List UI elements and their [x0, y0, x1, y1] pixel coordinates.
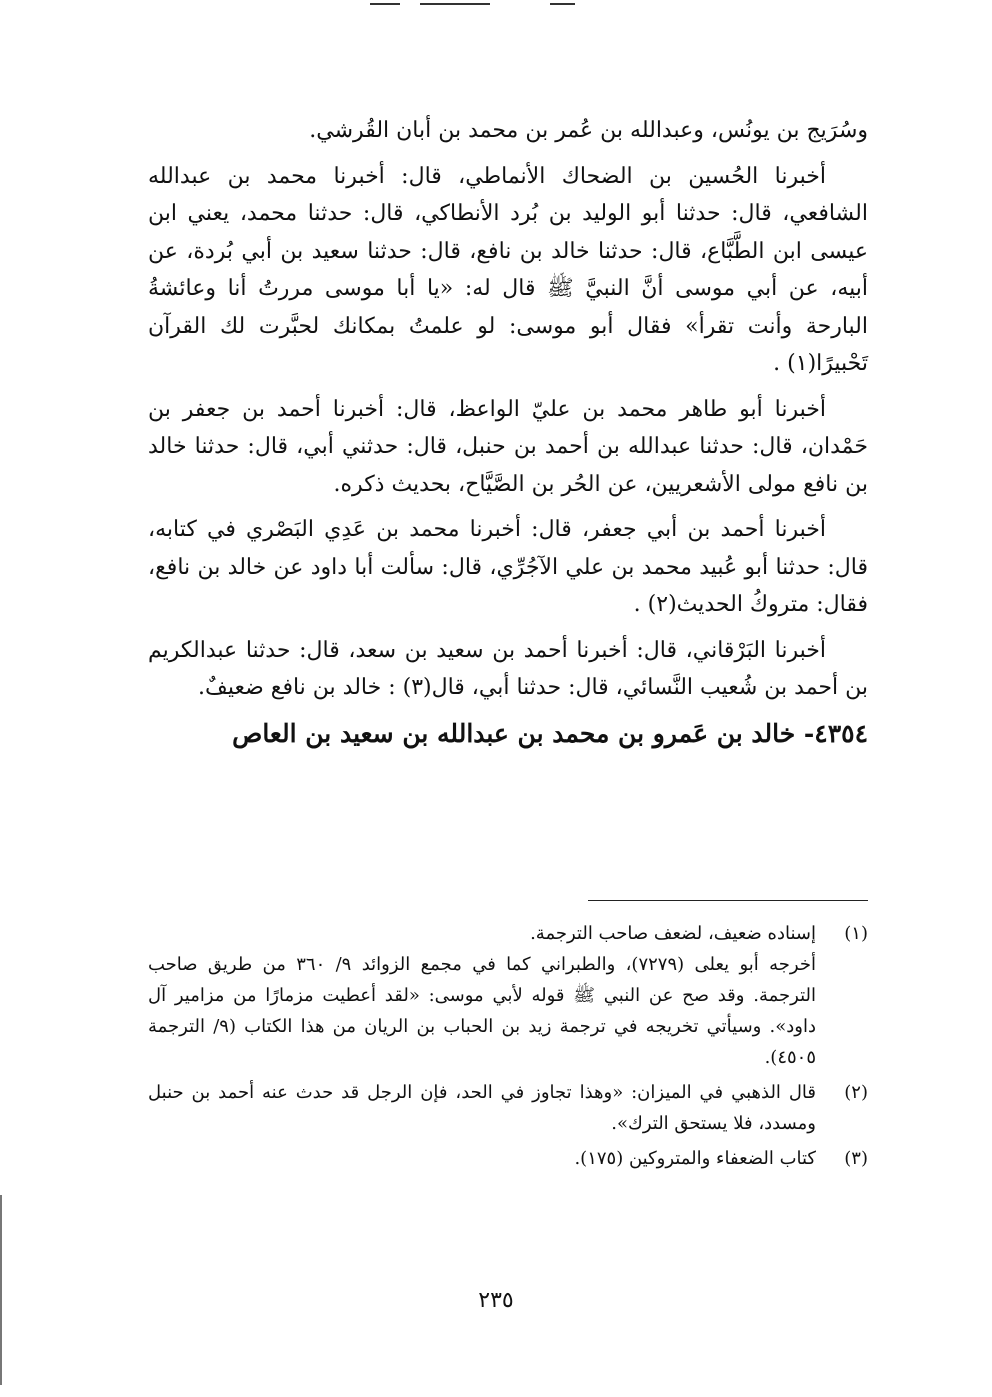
paragraph-2: أخبرنا الحُسين بن الضحاك الأنماطي، قال: أخبرنا محمد بن عبدالله الشافعي، قال: حدثنا أبو الوليد بن بُرد الأنطاكي، قال: حدثنا محمد، يعني ابن عيسى ابن الطَّبَّاع، قال: حدثنا خالد بن نافع، قال: حدثنا سعيد بن أبي بُردة، عن أبيه، عن أبي موسى أنَّ النبيَّ ﷺ قال له: «يا أبا موسى مررتُ أنا وعائشةُ البارحة وأنت تقرأ» فقال أبو موسى: لو علمتُ بمكانك لحبَّرت لك القرآن تَحْبيرًا(١) .: [148, 163, 868, 376]
main-text: [148, 112, 868, 752]
footnote-number: (٢): [844, 1082, 868, 1103]
footnote-body: [148, 1143, 816, 1174]
paragraph-3: أخبرنا أبو طاهر محمد بن عليّ الواعظ، قال: أخبرنا أحمد بن جعفر بن حَمْدان، قال: حدثنا عبدالله بن أحمد بن حنبل، قال: حدثني أبي، قال: حدثنا خالد بن نافع مولى الأشعريين، عن الحُر بن الصَّيَّاح، بحديث ذكره.: [148, 396, 868, 497]
footnote-2: [148, 1077, 868, 1139]
page-number: ٢٣٥: [478, 1288, 514, 1313]
footnote-1: [148, 918, 868, 1073]
footnote-body: [148, 918, 816, 1073]
footnote-line: إسناده ضعيف، لضعف صاحب الترجمة.: [530, 923, 816, 944]
entry-heading: ٤٣٥٤- خالد بن عَمرو بن محمد بن عبدالله بن سعيد بن العاص: [232, 718, 868, 748]
paragraph-1: وسُرَيج بن يونُس، وعبدالله بن عُمر بن محمد بن أبان القُرشي.: [309, 118, 868, 143]
paragraph-4: أخبرنا أحمد بن أبي جعفر، قال: أخبرنا محمد بن عَدِي البَصْري في كتابه، قال: حدثنا أبو عُبيد محمد بن علي الآجُرِّي، قال: سألت أبا داود عن خالد بن نافع، فقال: متروكُ الحديث(٢) .: [148, 517, 868, 617]
footnote-3: [148, 1143, 868, 1174]
footnote-number: (١): [844, 923, 868, 944]
footnotes: [148, 918, 868, 1178]
footnote-body: [148, 1077, 816, 1139]
footnote-line: كتاب الضعفاء والمتروكين (١٧٥).: [574, 1148, 816, 1169]
footnote-number: (٣): [844, 1148, 868, 1169]
footnote-line: أخرجه أبو يعلى (٧٢٧٩)، والطبراني كما في مجمع الزوائد ٩/ ٣٦٠ من طريق صاحب الترجمة. وقد صح عن النبي ﷺ قوله لأبي موسى: «لقد أعطيت مزمارًا من مزامير آل داود». وسيأتي تخريجه في ترجمة زيد بن الحباب بن الريان من هذا الكتاب (٩/ الترجمة ٤٥٠٥).: [148, 954, 816, 1068]
footnote-separator: [588, 900, 868, 901]
scan-edge-line: [0, 1195, 2, 1385]
paragraph-5: أخبرنا البَرْقاني، قال: أخبرنا أحمد بن سعيد بن سعد، قال: حدثنا عبدالكريم بن أحمد بن شُعيب النَّسائي، قال: حدثنا أبي، قال(٣) : خالد بن نافع ضعيفٌ.: [148, 637, 868, 700]
footnote-line: قال الذهبي في الميزان: «وهذا تجاوز في الحد، فإن الرجل قد حدث عنه أحمد بن حنبل ومسدد، فلا يستحق الترك».: [148, 1082, 816, 1134]
header-marks: [360, 0, 620, 8]
